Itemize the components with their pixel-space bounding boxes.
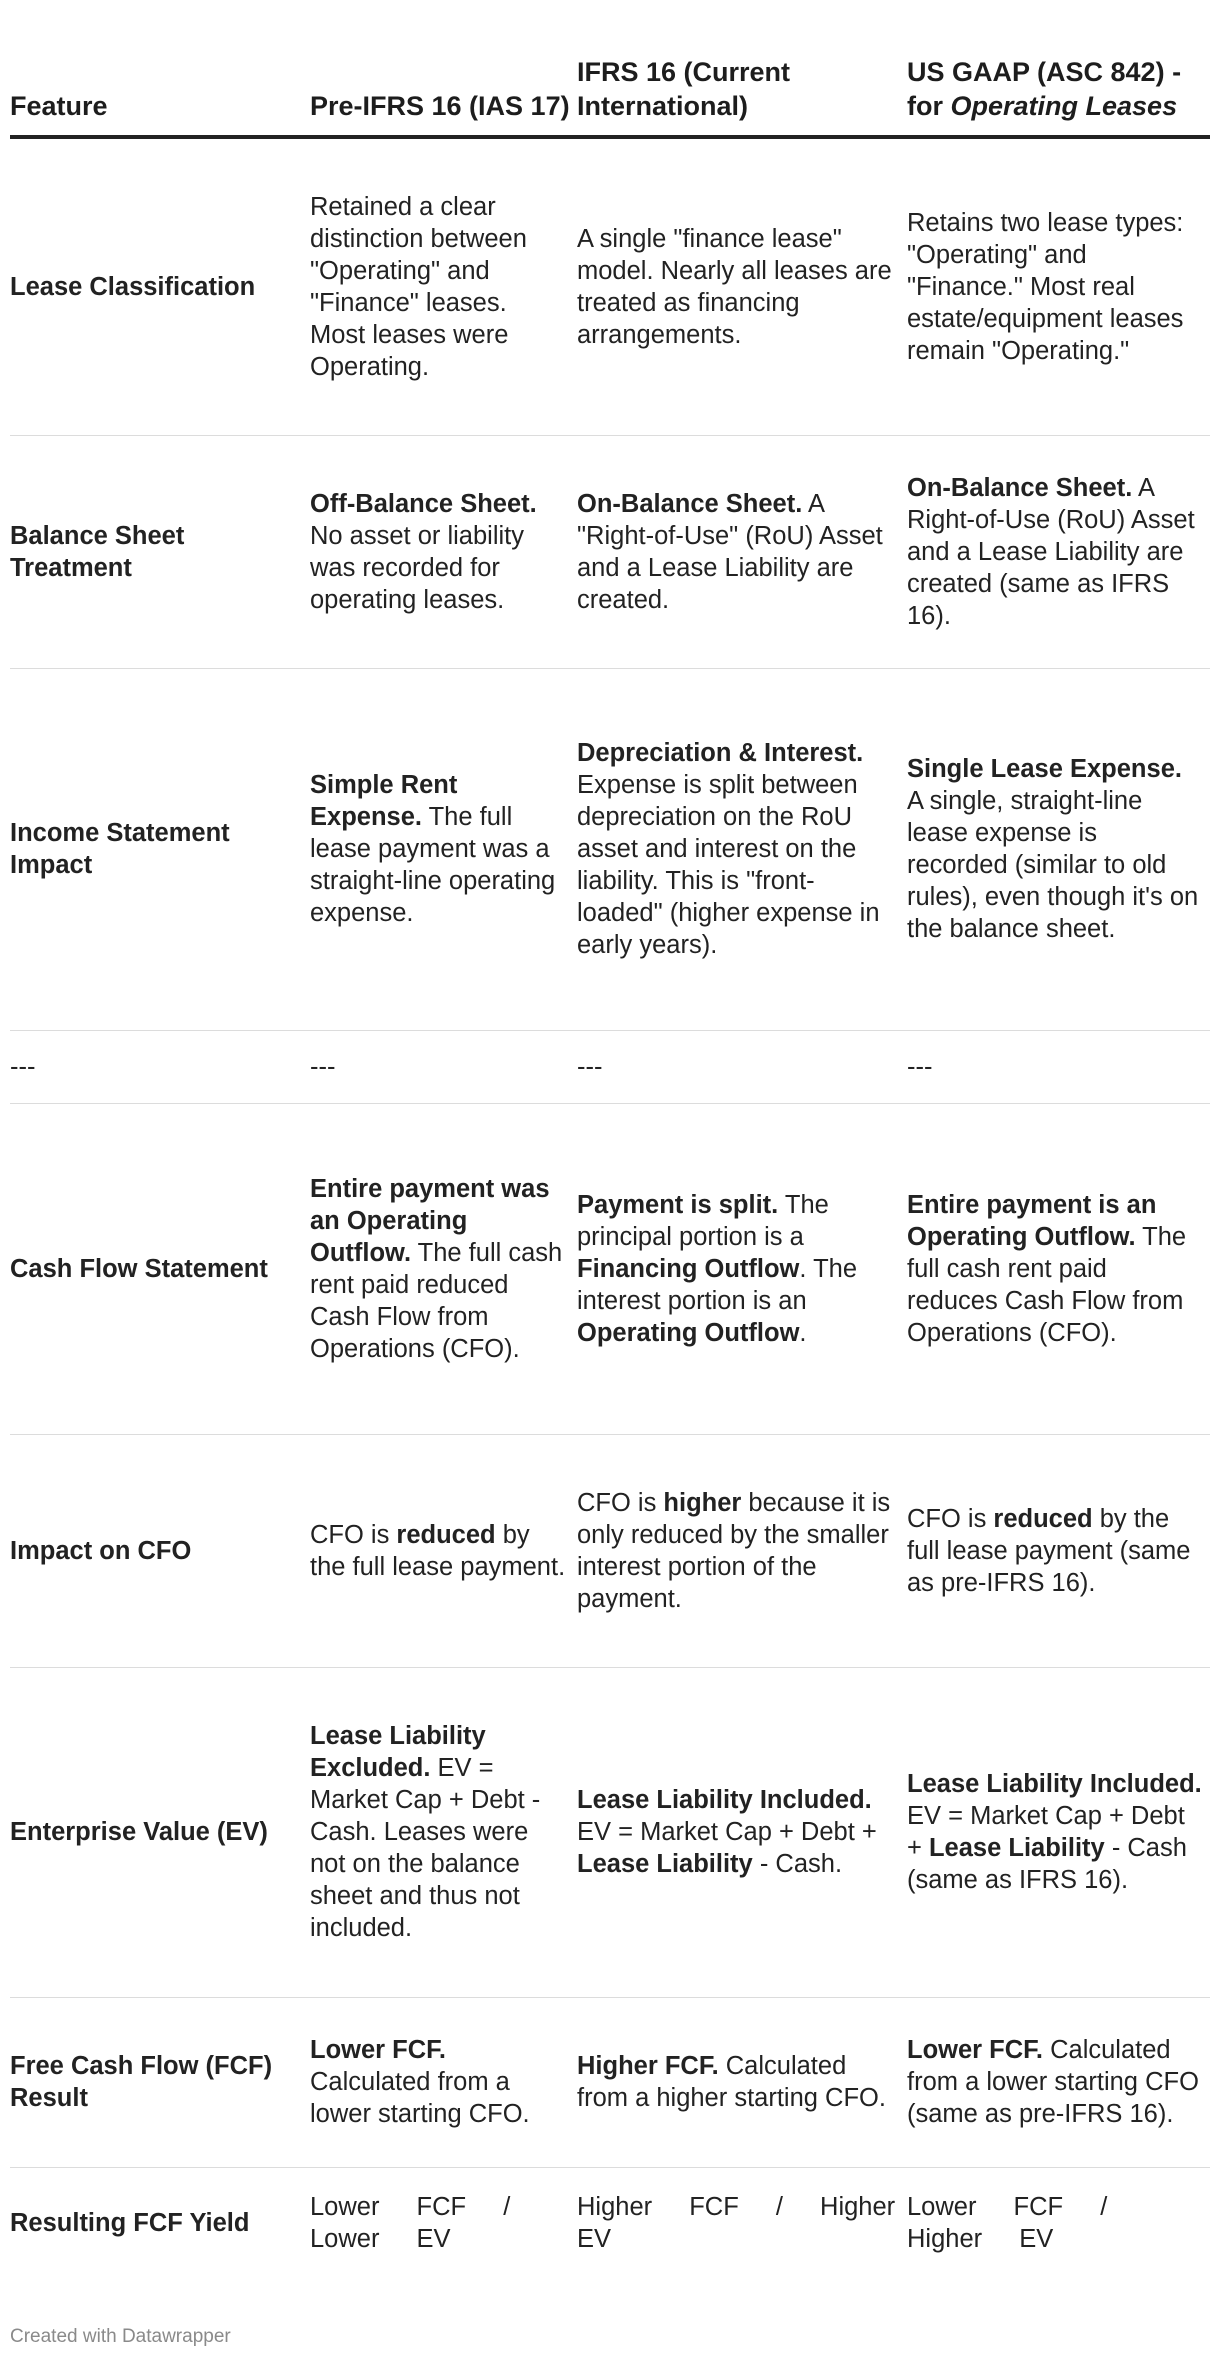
us-gaap-cell: On-Balance Sheet. A Right-of-Use (RoU) Asset and a Lease Liability are created (same as IFRS 16). — [907, 435, 1210, 668]
feature-cell: Cash Flow Statement — [10, 1103, 310, 1434]
table-row — [10, 137, 1210, 435]
table-row — [10, 1103, 1210, 1434]
header-row — [10, 0, 1210, 137]
ifrs16-cell: On-Balance Sheet. A "Right-of-Use" (RoU) Asset and a Lease Liability are created. — [577, 435, 907, 668]
feature-cell: Income Statement Impact — [10, 668, 310, 1030]
us-gaap-cell: Retains two lease types: "Operating" and "Finance." Most real estate/equipment leases remain "Operating." — [907, 137, 1210, 435]
lease-accounting-comparison-table — [10, 0, 1210, 2279]
pre-ifrs16-cell: Entire payment was an Operating Outflow. The full cash rent paid reduced Cash Flow from Operations (CFO). — [310, 1103, 577, 1434]
header-pre-ifrs16: Pre-IFRS 16 (IAS 17) — [310, 0, 577, 137]
us-gaap-cell: CFO is reduced by the full lease payment (same as pre-IFRS 16). — [907, 1434, 1210, 1667]
ifrs16-cell: CFO is higher because it is only reduced by the smaller interest portion of the payment. — [577, 1434, 907, 1667]
us-gaap-cell: Entire payment is an Operating Outflow. The full cash rent paid reduces Cash Flow from Operations (CFO). — [907, 1103, 1210, 1434]
feature-cell: Lease Classification — [10, 137, 310, 435]
ifrs16-cell: Depreciation & Interest. Expense is split between depreciation on the RoU asset and interest on the liability. This is "front-loaded" (higher expense in early years). — [577, 668, 907, 1030]
us-gaap-cell: --- — [907, 1030, 1210, 1103]
feature-cell: Enterprise Value (EV) — [10, 1667, 310, 1997]
us-gaap-cell: Single Lease Expense. A single, straight-line lease expense is recorded (similar to old rules), even though it's on the balance sheet. — [907, 668, 1210, 1030]
feature-cell: Impact on CFO — [10, 1434, 310, 1667]
pre-ifrs16-cell: Lower FCF. Calculated from a lower starting CFO. — [310, 1997, 577, 2167]
pre-ifrs16-cell: Lower FCF / Lower EV — [310, 2193, 511, 2254]
header-feature: Feature — [10, 0, 310, 137]
table-row — [10, 435, 1210, 668]
us-gaap-cell: Lower FCF. Calculated from a lower starting CFO (same as pre-IFRS 16). — [907, 1997, 1210, 2167]
header-us-gaap: US GAAP (ASC 842) - for Operating Leases — [907, 0, 1210, 137]
pre-ifrs16-cell: Lease Liability Excluded. EV = Market Cap + Debt - Cash. Leases were not on the balance sheet and thus not included. — [310, 1667, 577, 1997]
header-ifrs16: IFRS 16 (Current International) — [577, 0, 907, 137]
datawrapper-credit: Created with Datawrapper — [10, 2326, 231, 2347]
table-row — [10, 1434, 1210, 1667]
ifrs16-cell: Higher FCF. Calculated from a higher starting CFO. — [577, 1997, 907, 2167]
pre-ifrs16-cell: CFO is reduced by the full lease payment. — [310, 1434, 577, 1667]
pre-ifrs16-cell: Off-Balance Sheet. No asset or liability was recorded for operating leases. — [310, 435, 577, 668]
table-row — [10, 1030, 1210, 1103]
table-row — [10, 668, 1210, 1030]
us-gaap-cell: Lease Liability Included. EV = Market Cap + Debt + Lease Liability - Cash (same as IFRS 16). — [907, 1667, 1210, 1997]
ifrs16-cell: Payment is split. The principal portion is a Financing Outflow. The interest portion is an Operating Outflow. — [577, 1103, 907, 1434]
pre-ifrs16-cell: --- — [310, 1030, 577, 1103]
ifrs16-cell: A single "finance lease" model. Nearly all leases are treated as financing arrangements. — [577, 137, 907, 435]
table-row — [10, 1997, 1210, 2167]
feature-cell: Resulting FCF Yield — [10, 2209, 250, 2238]
feature-cell: Free Cash Flow (FCF) Result — [10, 1997, 310, 2167]
ifrs16-cell: --- — [577, 1030, 907, 1103]
comparison-table-container — [10, 0, 1210, 2279]
pre-ifrs16-cell: Retained a clear distinction between "Operating" and "Finance" leases. Most leases were Operating. — [310, 137, 577, 435]
feature-cell: Balance Sheet Treatment — [10, 435, 310, 668]
pre-ifrs16-cell: Simple Rent Expense. The full lease payment was a straight-line operating expense. — [310, 668, 577, 1030]
ifrs16-cell: Lease Liability Included. EV = Market Cap + Debt + Lease Liability - Cash. — [577, 1667, 907, 1997]
feature-cell: --- — [10, 1030, 310, 1103]
us-gaap-cell: Lower FCF / Higher EV — [907, 2193, 1108, 2254]
table-row — [10, 2167, 1210, 2279]
table-row — [10, 1667, 1210, 1997]
ifrs16-cell: Higher FCF / Higher EV — [577, 2193, 896, 2254]
